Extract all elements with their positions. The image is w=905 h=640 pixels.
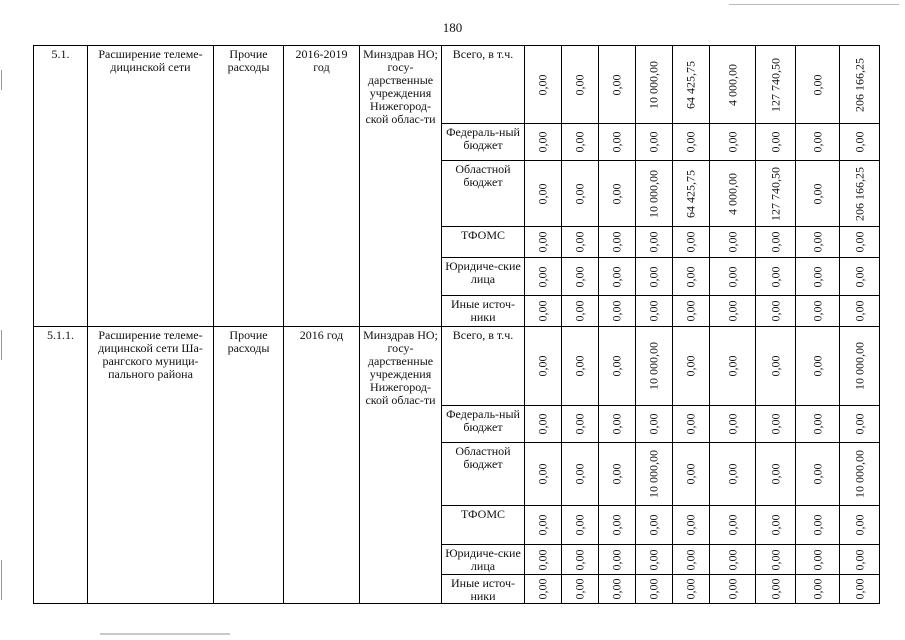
- amount-value: 0,00: [572, 300, 587, 322]
- amount-value: 0,00: [683, 578, 698, 600]
- amount-value: 0,00: [683, 549, 698, 570]
- amount-cell: [525, 406, 562, 443]
- amount-cell: [756, 46, 796, 124]
- funding-source: Областной бюджет: [442, 161, 525, 227]
- amount-cell: [710, 545, 756, 575]
- amount-cell: [756, 227, 796, 258]
- amount-cell: [562, 575, 599, 604]
- amount-value: 0,00: [572, 514, 587, 536]
- funding-source: Юридиче-ские лица: [442, 545, 525, 575]
- amount-value: 0,00: [768, 266, 782, 287]
- amount-cell: [562, 443, 599, 506]
- amount-value: 0,00: [725, 266, 739, 287]
- amount-value: 0,00: [572, 355, 587, 377]
- amount-cell: [796, 161, 840, 227]
- amount-value: 0,00: [768, 355, 782, 377]
- amount-value: 0,00: [725, 231, 739, 253]
- amount-cell: [636, 227, 673, 258]
- amount-cell: [636, 327, 673, 406]
- amount-cell: [796, 296, 840, 327]
- amount-value: 0,00: [609, 514, 624, 536]
- amount-value: 0,00: [609, 74, 624, 95]
- item-number: 5.1.1.: [34, 327, 88, 604]
- amount-value: 0,00: [768, 300, 782, 322]
- amount-value: 0,00: [768, 514, 782, 536]
- amount-value: 10 000,00: [646, 342, 661, 390]
- amount-cell: [840, 296, 880, 327]
- amount-value: 127 740,50: [768, 57, 782, 112]
- amount-value: 0,00: [646, 578, 661, 600]
- amount-cell: [673, 161, 710, 227]
- amount-value: 0,00: [768, 231, 782, 253]
- amount-cell: [840, 46, 880, 124]
- item-name: Расширение телеме-дицинской сети Ша-рангского муници-пального района: [88, 327, 214, 604]
- amount-cell: [525, 443, 562, 506]
- amount-cell: [525, 575, 562, 604]
- amount-cell: [673, 227, 710, 258]
- amount-cell: [710, 406, 756, 443]
- amount-cell: [636, 506, 673, 545]
- amount-cell: [636, 161, 673, 227]
- amount-cell: [710, 443, 756, 506]
- amount-cell: [562, 258, 599, 296]
- amount-value: 0,00: [646, 300, 661, 322]
- amount-value: 0,00: [683, 514, 698, 536]
- table-row: [34, 46, 880, 124]
- amount-cell: [756, 575, 796, 604]
- amount-value: 0,00: [683, 413, 698, 435]
- expense-type: Прочие расходы: [214, 46, 284, 327]
- amount-cell: [562, 545, 599, 575]
- amount-value: 0,00: [725, 300, 739, 322]
- amount-cell: [710, 46, 756, 124]
- amount-cell: [840, 575, 880, 604]
- amount-value: 0,00: [646, 266, 661, 287]
- amount-cell: [756, 406, 796, 443]
- amount-cell: [673, 124, 710, 161]
- amount-cell: [796, 46, 840, 124]
- amount-cell: [796, 124, 840, 161]
- amount-cell: [599, 575, 636, 604]
- amount-value: 0,00: [572, 463, 587, 485]
- amount-value: 0,00: [810, 549, 824, 570]
- amount-value: 0,00: [768, 549, 782, 570]
- amount-value: 10 000,00: [646, 450, 661, 498]
- amount-cell: [673, 406, 710, 443]
- amount-cell: [562, 124, 599, 161]
- amount-cell: [796, 406, 840, 443]
- amount-cell: [525, 46, 562, 124]
- amount-cell: [673, 575, 710, 604]
- amount-value: 0,00: [810, 578, 824, 600]
- amount-value: 0,00: [609, 355, 624, 377]
- amount-cell: [673, 296, 710, 327]
- executor: Минздрав НО; госу-дарственные учреждения Нижегород-ской облас-ти: [360, 46, 442, 327]
- amount-cell: [756, 545, 796, 575]
- amount-cell: [562, 406, 599, 443]
- amount-value: 0,00: [725, 131, 739, 153]
- amount-value: 0,00: [810, 74, 824, 95]
- amount-value: 0,00: [535, 413, 550, 435]
- amount-value: 0,00: [683, 266, 698, 287]
- amount-value: 0,00: [683, 355, 698, 377]
- amount-value: 0,00: [810, 514, 824, 536]
- amount-cell: [710, 161, 756, 227]
- amount-cell: [796, 545, 840, 575]
- amount-cell: [756, 161, 796, 227]
- amount-value: 10 000,00: [852, 450, 866, 498]
- amount-value: 0,00: [725, 463, 739, 485]
- amount-cell: [636, 296, 673, 327]
- amount-value: 0,00: [810, 266, 824, 287]
- amount-cell: [840, 124, 880, 161]
- amount-value: 0,00: [683, 300, 698, 322]
- amount-value: 0,00: [646, 231, 661, 253]
- amount-cell: [599, 124, 636, 161]
- table-row: [34, 327, 880, 406]
- amount-value: 0,00: [725, 549, 739, 570]
- amount-cell: [673, 46, 710, 124]
- amount-value: 0,00: [725, 355, 739, 377]
- amount-cell: [599, 443, 636, 506]
- amount-cell: [636, 443, 673, 506]
- funding-source: Всего, в т.ч.: [442, 327, 525, 406]
- amount-value: 0,00: [535, 549, 550, 570]
- amount-value: 0,00: [852, 549, 866, 570]
- amount-value: 0,00: [572, 231, 587, 253]
- item-number: 5.1.: [34, 46, 88, 327]
- amount-cell: [796, 575, 840, 604]
- amount-value: 0,00: [768, 131, 782, 153]
- amount-value: 4 000,00: [725, 172, 739, 215]
- amount-value: 0,00: [646, 131, 661, 153]
- amount-value: 0,00: [572, 74, 587, 95]
- amount-cell: [636, 575, 673, 604]
- amount-value: 0,00: [535, 183, 550, 204]
- amount-cell: [525, 296, 562, 327]
- amount-cell: [636, 124, 673, 161]
- amount-value: 10 000,00: [646, 169, 661, 218]
- amount-cell: [673, 258, 710, 296]
- funding-source: Иные источ-ники: [442, 296, 525, 327]
- amount-cell: [599, 227, 636, 258]
- amount-cell: [840, 227, 880, 258]
- amount-value: 0,00: [609, 266, 624, 287]
- binding-mark: [1, 70, 2, 90]
- amount-cell: [636, 258, 673, 296]
- amount-value: 0,00: [725, 578, 739, 600]
- amount-value: 0,00: [768, 578, 782, 600]
- amount-cell: [756, 124, 796, 161]
- funding-source: Юридиче-ские лица: [442, 258, 525, 296]
- amount-value: 0,00: [535, 355, 550, 377]
- amount-value: 0,00: [810, 413, 824, 435]
- amount-value: 64 425,75: [683, 60, 698, 109]
- amount-cell: [599, 506, 636, 545]
- funding-source: Федераль-ный бюджет: [442, 124, 525, 161]
- amount-value: 0,00: [609, 413, 624, 435]
- amount-value: 0,00: [535, 231, 550, 253]
- amount-value: 0,00: [683, 131, 698, 153]
- amount-value: 0,00: [810, 463, 824, 485]
- period: 2016-2019 год: [284, 46, 360, 327]
- amount-cell: [599, 545, 636, 575]
- amount-value: 0,00: [683, 463, 698, 485]
- funding-source: ТФОМС: [442, 506, 525, 545]
- amount-cell: [525, 161, 562, 227]
- amount-value: 0,00: [572, 549, 587, 570]
- amount-cell: [636, 46, 673, 124]
- amount-value: 0,00: [646, 549, 661, 570]
- amount-cell: [756, 258, 796, 296]
- amount-value: 0,00: [609, 549, 624, 570]
- item-name: Расширение телеме-дицинской сети: [88, 46, 214, 327]
- budget-table: [33, 45, 880, 604]
- amount-cell: [710, 327, 756, 406]
- amount-cell: [756, 506, 796, 545]
- amount-cell: [796, 258, 840, 296]
- amount-cell: [840, 406, 880, 443]
- amount-value: 0,00: [535, 514, 550, 536]
- amount-value: 0,00: [572, 266, 587, 287]
- amount-cell: [710, 506, 756, 545]
- amount-cell: [756, 296, 796, 327]
- amount-value: 0,00: [535, 74, 550, 95]
- amount-cell: [525, 545, 562, 575]
- amount-cell: [710, 258, 756, 296]
- amount-cell: [599, 327, 636, 406]
- amount-cell: [840, 506, 880, 545]
- amount-cell: [599, 258, 636, 296]
- amount-cell: [796, 443, 840, 506]
- amount-cell: [525, 124, 562, 161]
- amount-cell: [710, 575, 756, 604]
- amount-value: 0,00: [535, 266, 550, 287]
- amount-cell: [840, 545, 880, 575]
- amount-cell: [562, 46, 599, 124]
- amount-cell: [562, 327, 599, 406]
- amount-cell: [636, 545, 673, 575]
- amount-value: 0,00: [535, 463, 550, 485]
- amount-value: 0,00: [852, 231, 866, 253]
- amount-cell: [756, 443, 796, 506]
- amount-cell: [840, 258, 880, 296]
- amount-value: 0,00: [852, 578, 866, 600]
- executor: Минздрав НО; госу-дарственные учреждения Нижегород-ской облас-ти: [360, 327, 442, 604]
- amount-cell: [756, 327, 796, 406]
- amount-value: 0,00: [535, 578, 550, 600]
- amount-value: 0,00: [768, 463, 782, 485]
- binding-mark: [1, 330, 2, 360]
- amount-value: 0,00: [572, 413, 587, 435]
- amount-cell: [840, 443, 880, 506]
- amount-value: 10 000,00: [852, 342, 866, 390]
- amount-value: 0,00: [646, 413, 661, 435]
- binding-mark: [1, 560, 2, 600]
- amount-cell: [562, 506, 599, 545]
- amount-value: 0,00: [572, 131, 587, 153]
- amount-value: 0,00: [609, 131, 624, 153]
- amount-value: 0,00: [572, 183, 587, 204]
- amount-cell: [840, 327, 880, 406]
- amount-value: 0,00: [852, 413, 866, 435]
- expense-type: Прочие расходы: [214, 327, 284, 604]
- amount-value: 4 000,00: [725, 63, 739, 106]
- amount-value: 0,00: [572, 578, 587, 600]
- scan-smudge: [100, 633, 230, 635]
- amount-cell: [673, 545, 710, 575]
- amount-cell: [796, 227, 840, 258]
- amount-value: 0,00: [852, 131, 866, 153]
- amount-cell: [525, 506, 562, 545]
- amount-value: 10 000,00: [646, 60, 661, 109]
- amount-value: 0,00: [609, 183, 624, 204]
- amount-value: 0,00: [683, 231, 698, 253]
- page-number: 180: [442, 20, 463, 35]
- amount-cell: [599, 161, 636, 227]
- funding-source: ТФОМС: [442, 227, 525, 258]
- amount-value: 0,00: [810, 231, 824, 253]
- amount-value: 0,00: [810, 131, 824, 153]
- amount-value: 0,00: [810, 300, 824, 322]
- amount-value: 0,00: [852, 300, 866, 322]
- amount-cell: [710, 296, 756, 327]
- amount-cell: [599, 296, 636, 327]
- funding-source: Иные источ-ники: [442, 575, 525, 604]
- amount-value: 206 166,25: [852, 166, 866, 221]
- amount-cell: [525, 258, 562, 296]
- amount-value: 0,00: [725, 514, 739, 536]
- amount-value: 0,00: [646, 514, 661, 536]
- funding-source: Федераль-ный бюджет: [442, 406, 525, 443]
- amount-value: 0,00: [852, 514, 866, 536]
- amount-cell: [673, 327, 710, 406]
- amount-value: 0,00: [609, 578, 624, 600]
- amount-cell: [796, 327, 840, 406]
- amount-cell: [562, 227, 599, 258]
- amount-value: 0,00: [609, 231, 624, 253]
- top-edge-line: [729, 4, 899, 5]
- amount-cell: [525, 227, 562, 258]
- amount-cell: [840, 161, 880, 227]
- amount-value: 0,00: [810, 183, 824, 204]
- funding-source: Областной бюджет: [442, 443, 525, 506]
- amount-value: 0,00: [609, 300, 624, 322]
- amount-value: 0,00: [725, 413, 739, 435]
- amount-cell: [673, 506, 710, 545]
- amount-value: 0,00: [535, 300, 550, 322]
- amount-value: 206 166,25: [852, 57, 866, 112]
- period: 2016 год: [284, 327, 360, 604]
- amount-cell: [562, 161, 599, 227]
- amount-value: 0,00: [810, 355, 824, 377]
- amount-cell: [562, 296, 599, 327]
- amount-value: 0,00: [535, 131, 550, 153]
- amount-cell: [599, 46, 636, 124]
- amount-value: 127 740,50: [768, 166, 782, 221]
- amount-cell: [525, 327, 562, 406]
- amount-cell: [710, 124, 756, 161]
- amount-value: 64 425,75: [683, 169, 698, 218]
- funding-source: Всего, в т.ч.: [442, 46, 525, 124]
- amount-value: 0,00: [609, 463, 624, 485]
- amount-cell: [710, 227, 756, 258]
- amount-cell: [636, 406, 673, 443]
- amount-cell: [673, 443, 710, 506]
- amount-value: 0,00: [852, 266, 866, 287]
- amount-cell: [599, 406, 636, 443]
- amount-value: 0,00: [768, 413, 782, 435]
- amount-cell: [796, 506, 840, 545]
